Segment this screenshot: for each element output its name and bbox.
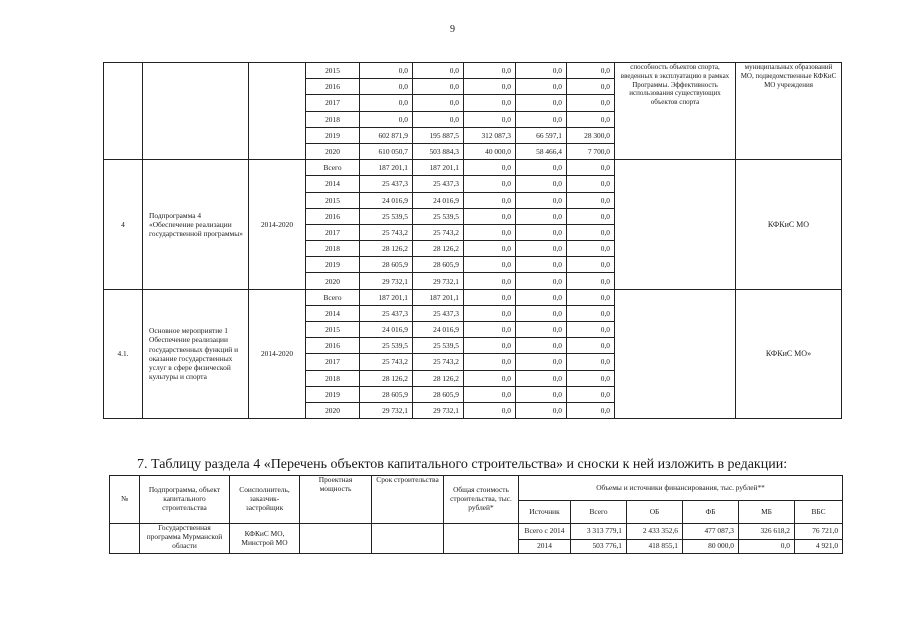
period-cell <box>249 63 306 160</box>
header-mb: МБ <box>739 501 795 524</box>
row-object: Государственная программа Мурманской области <box>140 524 230 554</box>
year-cell: 2014 <box>306 305 360 321</box>
year-cell: 2020 <box>306 143 360 159</box>
name-cell: Основное мероприятие 1 Обеспечение реализации государственных функций и оказание государственных услуг в сфере физической культуры и спорта <box>143 289 249 419</box>
header-ob: ОБ <box>627 501 683 524</box>
funding-table-continuation <box>103 62 842 419</box>
row-fb: 80 000,0 <box>683 540 739 554</box>
value-cell: 195 887,5 <box>413 127 464 143</box>
value-cell: 0,0 <box>516 402 567 418</box>
year-cell: 2018 <box>306 111 360 127</box>
indicator-cell <box>615 160 736 290</box>
value-cell: 0,0 <box>567 289 615 305</box>
value-cell: 29 732,1 <box>413 273 464 289</box>
value-cell: 28 126,2 <box>413 241 464 257</box>
value-cell: 0,0 <box>464 273 516 289</box>
value-cell: 0,0 <box>567 192 615 208</box>
value-cell: 25 743,2 <box>360 224 413 240</box>
value-cell: 25 539,5 <box>360 338 413 354</box>
year-cell: 2018 <box>306 370 360 386</box>
value-cell: 0,0 <box>567 402 615 418</box>
row-ob: 418 855,1 <box>627 540 683 554</box>
value-cell: 0,0 <box>567 176 615 192</box>
value-cell: 0,0 <box>516 386 567 402</box>
value-cell: 28 605,9 <box>360 386 413 402</box>
value-cell: 29 732,1 <box>360 402 413 418</box>
value-cell: 602 871,9 <box>360 127 413 143</box>
row-ob: 2 433 352,6 <box>627 524 683 540</box>
value-cell: 187 201,1 <box>360 160 413 176</box>
value-cell: 25 743,2 <box>413 354 464 370</box>
value-cell: 0,0 <box>516 176 567 192</box>
header-object: Подпрограмма, объект капитального строительства <box>140 476 230 524</box>
executor-cell: КФКиС МО <box>736 160 842 290</box>
value-cell: 25 437,3 <box>360 176 413 192</box>
value-cell: 0,0 <box>567 338 615 354</box>
value-cell: 0,0 <box>516 289 567 305</box>
value-cell: 28 300,0 <box>567 127 615 143</box>
value-cell: 0,0 <box>567 160 615 176</box>
year-cell: 2017 <box>306 224 360 240</box>
value-cell: 25 437,3 <box>413 176 464 192</box>
header-total: Всего <box>571 501 627 524</box>
capital-construction-table <box>109 475 843 554</box>
value-cell: 25 437,3 <box>413 305 464 321</box>
value-cell: 28 605,9 <box>413 386 464 402</box>
value-cell: 0,0 <box>516 63 567 79</box>
value-cell: 0,0 <box>567 305 615 321</box>
value-cell: 0,0 <box>464 63 516 79</box>
value-cell: 0,0 <box>567 257 615 273</box>
value-cell: 610 050,7 <box>360 143 413 159</box>
row-vbs: 76 721,0 <box>795 524 843 540</box>
executor-cell: муниципальных образований МО, подведомственные КФКиС МО учреждения <box>736 63 842 160</box>
table-row <box>104 63 842 79</box>
value-cell: 0,0 <box>464 305 516 321</box>
index-cell: 4 <box>104 160 143 290</box>
name-cell <box>143 63 249 160</box>
value-cell: 28 605,9 <box>360 257 413 273</box>
value-cell: 24 016,9 <box>413 322 464 338</box>
year-cell: 2019 <box>306 257 360 273</box>
name-cell: Подпрограмма 4 «Обеспечение реализации государственной программы» <box>143 160 249 290</box>
year-cell: 2016 <box>306 79 360 95</box>
value-cell: 187 201,1 <box>360 289 413 305</box>
header-num: № <box>110 476 140 524</box>
index-cell: 4.1. <box>104 289 143 419</box>
value-cell: 0,0 <box>567 322 615 338</box>
value-cell: 0,0 <box>413 63 464 79</box>
year-cell: Всего <box>306 289 360 305</box>
value-cell: 0,0 <box>567 79 615 95</box>
value-cell: 25 539,5 <box>413 338 464 354</box>
value-cell: 0,0 <box>360 111 413 127</box>
value-cell: 0,0 <box>516 370 567 386</box>
value-cell: 503 884,3 <box>413 143 464 159</box>
year-cell: 2019 <box>306 386 360 402</box>
year-cell: 2018 <box>306 241 360 257</box>
value-cell: 66 597,1 <box>516 127 567 143</box>
value-cell: 25 539,5 <box>360 208 413 224</box>
section-caption: 7. Таблицу раздела 4 «Перечень объектов капитального строительства» и сноски к ней изложить в редакции: <box>137 457 788 472</box>
value-cell: 29 732,1 <box>360 273 413 289</box>
value-cell: 25 539,5 <box>413 208 464 224</box>
value-cell: 7 700,0 <box>567 143 615 159</box>
value-cell: 0,0 <box>516 305 567 321</box>
year-cell: 2015 <box>306 322 360 338</box>
value-cell: 24 016,9 <box>360 322 413 338</box>
value-cell: 0,0 <box>464 95 516 111</box>
year-cell: 2020 <box>306 402 360 418</box>
value-cell: 0,0 <box>567 63 615 79</box>
year-cell: 2017 <box>306 95 360 111</box>
header-cost: Общая стоимость строительства, тыс. рублей* <box>444 476 519 524</box>
value-cell: 0,0 <box>567 95 615 111</box>
value-cell: 0,0 <box>413 111 464 127</box>
value-cell: 0,0 <box>464 354 516 370</box>
value-cell: 0,0 <box>567 273 615 289</box>
value-cell: 0,0 <box>360 63 413 79</box>
value-cell: 0,0 <box>567 208 615 224</box>
value-cell: 0,0 <box>516 354 567 370</box>
year-cell: 2014 <box>306 176 360 192</box>
row-mb: 0,0 <box>739 540 795 554</box>
value-cell: 0,0 <box>567 111 615 127</box>
value-cell: 0,0 <box>464 289 516 305</box>
value-cell: 0,0 <box>516 273 567 289</box>
header-funding: Объемы и источники финансирования, тыс. рублей** <box>519 476 843 501</box>
year-cell: 2019 <box>306 127 360 143</box>
year-cell: 2017 <box>306 354 360 370</box>
value-cell: 28 126,2 <box>360 241 413 257</box>
value-cell: 0,0 <box>567 241 615 257</box>
value-cell: 0,0 <box>413 79 464 95</box>
indicator-cell: способность объектов спорта, введенных в эксплуатацию в рамках Программы. Эффективность использования существующих объектов спорта <box>615 63 736 160</box>
value-cell: 0,0 <box>464 111 516 127</box>
value-cell: 0,0 <box>516 79 567 95</box>
year-cell: 2015 <box>306 63 360 79</box>
value-cell: 187 201,1 <box>413 289 464 305</box>
row-executor: КФКиС МО, Минстрой МО <box>230 524 300 554</box>
value-cell: 0,0 <box>464 386 516 402</box>
value-cell: 0,0 <box>464 241 516 257</box>
value-cell: 0,0 <box>464 176 516 192</box>
value-cell: 0,0 <box>464 370 516 386</box>
value-cell: 0,0 <box>516 322 567 338</box>
value-cell: 29 732,1 <box>413 402 464 418</box>
value-cell: 0,0 <box>464 79 516 95</box>
header-executor: Соисполнитель, заказчик-застройщик <box>230 476 300 524</box>
value-cell: 58 466,4 <box>516 143 567 159</box>
indicator-cell <box>615 289 736 419</box>
value-cell: 312 087,3 <box>464 127 516 143</box>
value-cell: 25 743,2 <box>413 224 464 240</box>
row-num <box>110 524 140 554</box>
value-cell: 0,0 <box>567 354 615 370</box>
value-cell: 0,0 <box>516 241 567 257</box>
header-source: Источник <box>519 501 571 524</box>
year-cell: 2015 <box>306 192 360 208</box>
period-cell: 2014-2020 <box>249 160 306 290</box>
value-cell: 0,0 <box>413 95 464 111</box>
index-cell <box>104 63 143 160</box>
value-cell: 0,0 <box>464 208 516 224</box>
value-cell: 0,0 <box>516 224 567 240</box>
year-cell: Всего <box>306 160 360 176</box>
table-row <box>104 289 842 305</box>
value-cell: 0,0 <box>516 208 567 224</box>
value-cell: 0,0 <box>516 111 567 127</box>
value-cell: 0,0 <box>516 95 567 111</box>
value-cell: 28 126,2 <box>360 370 413 386</box>
period-cell: 2014-2020 <box>249 289 306 419</box>
value-cell: 0,0 <box>464 160 516 176</box>
value-cell: 0,0 <box>516 257 567 273</box>
value-cell: 187 201,1 <box>413 160 464 176</box>
value-cell: 0,0 <box>464 322 516 338</box>
header-fb: ФБ <box>683 501 739 524</box>
value-cell: 24 016,9 <box>360 192 413 208</box>
value-cell: 28 126,2 <box>413 370 464 386</box>
row-total: 3 313 779,1 <box>571 524 627 540</box>
value-cell: 24 016,9 <box>413 192 464 208</box>
row-term <box>372 524 444 554</box>
row-capacity <box>300 524 372 554</box>
value-cell: 0,0 <box>464 338 516 354</box>
row-source: 2014 <box>519 540 571 554</box>
row-cost <box>444 524 519 554</box>
table-row <box>104 160 842 176</box>
year-cell: 2016 <box>306 208 360 224</box>
value-cell: 0,0 <box>464 402 516 418</box>
value-cell: 0,0 <box>516 192 567 208</box>
value-cell: 0,0 <box>567 370 615 386</box>
value-cell: 0,0 <box>567 386 615 402</box>
value-cell: 0,0 <box>464 224 516 240</box>
value-cell: 25 743,2 <box>360 354 413 370</box>
value-cell: 0,0 <box>360 95 413 111</box>
header-term: Срок строительства <box>372 476 444 524</box>
value-cell: 40 000,0 <box>464 143 516 159</box>
value-cell: 0,0 <box>516 160 567 176</box>
year-cell: 2020 <box>306 273 360 289</box>
page-number: 9 <box>450 24 455 35</box>
executor-cell: КФКиС МО» <box>736 289 842 419</box>
row-total: 503 776,1 <box>571 540 627 554</box>
row-mb: 326 618,2 <box>739 524 795 540</box>
header-capacity: Проектная мощность <box>300 476 372 524</box>
row-vbs: 4 921,0 <box>795 540 843 554</box>
year-cell: 2016 <box>306 338 360 354</box>
value-cell: 0,0 <box>464 257 516 273</box>
value-cell: 0,0 <box>516 338 567 354</box>
value-cell: 28 605,9 <box>413 257 464 273</box>
value-cell: 25 437,3 <box>360 305 413 321</box>
row-source: Всего с 2014 <box>519 524 571 540</box>
row-fb: 477 087,3 <box>683 524 739 540</box>
value-cell: 0,0 <box>567 224 615 240</box>
header-vbs: ВБС <box>795 501 843 524</box>
value-cell: 0,0 <box>360 79 413 95</box>
value-cell: 0,0 <box>464 192 516 208</box>
